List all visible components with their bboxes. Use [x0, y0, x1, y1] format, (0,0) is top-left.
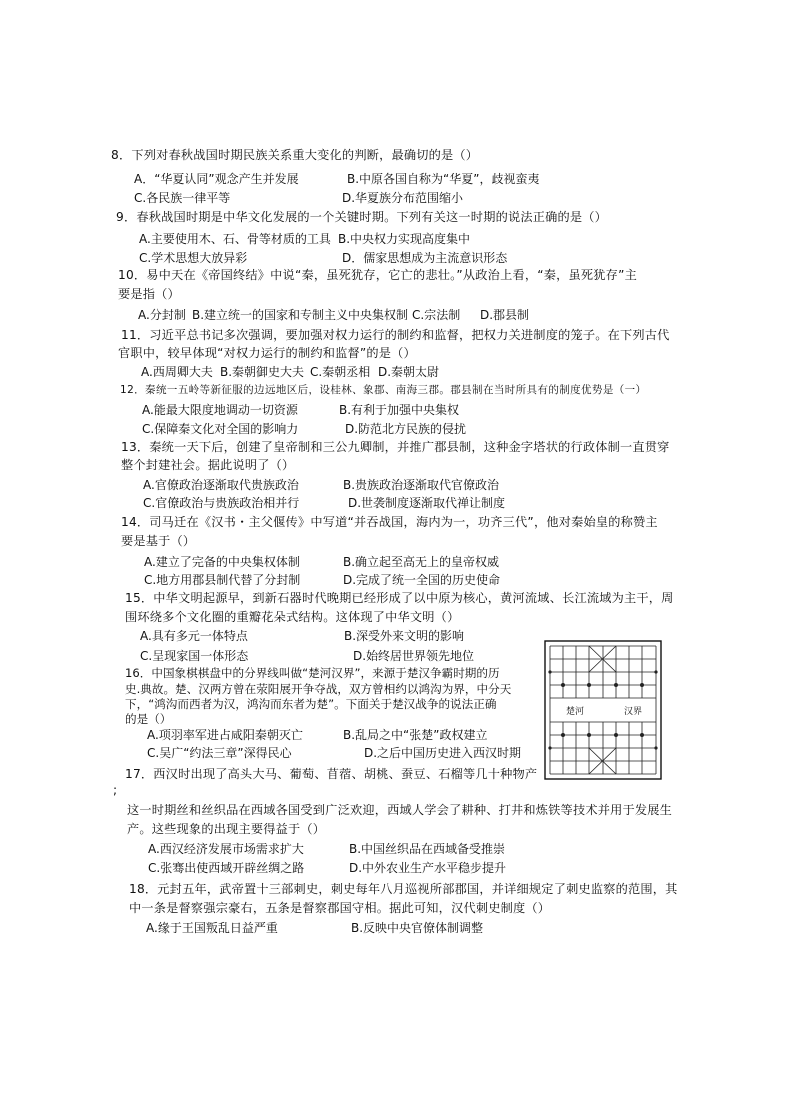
q15-stem-line1: 15．中华文明起源早，到新石器时代晚期已经形成了以中原为核心，黄河流域、长江流域为主干，周: [125, 591, 674, 605]
q17-stem-line1: 17．西汉时出现了高头大马、葡萄、苜蓿、胡桃、蚕豆、石榴等几十种物产: [125, 767, 538, 781]
q18-stem-line1: 18．元封五年，武帝置十三部刺史，刺史每年八月巡视所部郡国，并详细规定了刺史监察的范围，其: [129, 882, 678, 896]
q10-stem-line2: 要是指（）: [118, 287, 180, 301]
q13-stem-line1: 13．秦统一天下后，创建了皇帝制和三公九卿制，并推广郡县制，这种金字塔状的行政体制一直贯穿: [121, 440, 670, 454]
q13-option-b: B.贵族政治逐渐取代官僚政治: [343, 478, 500, 492]
q14-option-d: D.完成了统一全国的历史使命: [343, 573, 501, 587]
q17-option-c: C.张骞出使西域开辟丝绸之路: [148, 861, 305, 875]
q11-stem-line1: 11．习近平总书记多次强调，要加强对权力运行的制约和监督，把权力关进制度的笼子。在下列古代: [121, 328, 670, 342]
q16-option-b: B.乱局之中“张楚”政权建立: [343, 728, 488, 742]
q12-option-c: C.保障秦文化对全国的影响力: [142, 422, 299, 436]
q18-stem-line2: 中一条是督察强宗豪右，五条是督察郡国守相。据此可知，汉代刺史制度（）: [129, 901, 551, 915]
river-label-chu: 楚河: [566, 707, 585, 717]
q16-option-c: C.吴广“约法三章”深得民心: [147, 746, 292, 760]
q13-option-c: C.官僚政治与贵族政治相并行: [143, 496, 300, 510]
q12-stem: 12．秦统一五岭等新征服的边远地区后，设桂林、象郡、南海三郡。郡县制在当时所具有的制度优势是（一）: [120, 384, 647, 396]
q11-option-a: A.西周卿大夫: [141, 365, 213, 379]
q9-stem: 9．春秋战国时期是中华文化发展的一个关键时期。下列有关这一时期的说法正确的是（）: [116, 210, 608, 224]
q11-option-c: C.秦朝丞相: [310, 365, 371, 379]
q12-option-a: A.能最大限度地调动一切资源: [142, 403, 298, 417]
q15-stem-line2: 围环绕多个文化圈的重瓣花朵式结构。这体现了中华文明（）: [125, 610, 460, 624]
q10-option-d: D.郡县制: [480, 308, 530, 322]
q14-option-c: C.地方用郡县制代替了分封制: [144, 573, 301, 587]
q8-option-a: A．“华夏认同”观念产生并发展: [134, 172, 299, 186]
q17-stem-semicolon: ;: [113, 783, 118, 797]
q17-option-b: B.中国丝织品在西域备受推崇: [349, 842, 506, 856]
q9-option-a: A.主要使用木、石、骨等材质的工具: [139, 232, 331, 246]
q16-option-d: D.之后中国历史进入西汉时期: [364, 746, 522, 760]
q11-stem-line2: 官职中，较早体现“对权力运行的制约和监督”的是（）: [118, 346, 416, 360]
q14-stem-line2: 要是基于（）: [121, 534, 196, 548]
q16-option-a: A.项羽率军进占咸阳秦朝灭亡: [147, 728, 303, 742]
q8-option-d: D.华夏族分布范围缩小: [342, 191, 464, 205]
q17-stem-line3: 产。这些现象的出现主要得益于（）: [127, 822, 326, 836]
q16-stem-line2: 史.典故。楚、汉两方曾在荥阳展开争夺战，双方曾相约以鸿沟为界，中分天: [125, 682, 512, 696]
q16-stem-line3: 下，“鸿沟而西者为汉，鸿沟而东者为楚”。下面关于楚汉战争的说法正确: [125, 697, 497, 711]
q18-option-a: A.缘于王国叛乱日益严重: [146, 921, 278, 935]
q17-option-d: D.中外农业生产水平稳步提升: [349, 861, 507, 875]
q17-option-a: A.西汉经济发展市场需求扩大: [148, 842, 304, 856]
q13-option-d: D.世袭制度逐渐取代禅让制度: [348, 496, 506, 510]
q16-stem-line1: 16．中国象棋棋盘中的分界线叫做“楚河汉界”，来源于楚汉争霸时期的历: [125, 666, 500, 680]
q15-option-c: C.呈现家国一体形态: [140, 649, 249, 663]
q9-option-c: C.学术思想大放异彩: [139, 251, 248, 265]
q8-stem: 8．下列对春秋战国时期民族关系重大变化的判断，最确切的是（）: [111, 148, 479, 162]
q13-stem-line2: 整个封建社会。据此说明了（）: [121, 458, 295, 472]
q11-option-b: B.秦朝御史大夫: [220, 365, 305, 379]
q13-option-a: A.官僚政治逐渐取代贵族政治: [143, 478, 299, 492]
q16-stem-line4: 的是（）: [125, 712, 172, 726]
q15-option-a: A.具有多元一体特点: [140, 629, 248, 643]
chessboard-figure: [544, 640, 662, 780]
q15-option-b: B.深受外来文明的影响: [344, 629, 465, 643]
q10-option-c: C.宗法制: [412, 308, 461, 322]
q17-stem-line2: 这一时期丝和丝织品在西域各国受到广泛欢迎，西域人学会了耕种、打井和炼铁等技术并用于发展生: [127, 803, 673, 817]
q10-stem-line1: 10．易中天在《帝国终结》中说“秦，虽死犹存，它亡的悲壮。”从政治上看，“秦，虽死犹存”主: [118, 268, 637, 282]
q18-option-b: B.反映中央官僚体制调整: [351, 921, 484, 935]
q14-option-b: B.确立起至高无上的皇帝权威: [343, 555, 500, 569]
river-label-han: 汉界: [624, 707, 643, 717]
q10-option-a: A.分封制: [138, 308, 186, 322]
q8-option-b: B.中原各国自称为“华夏”，歧视蛮夷: [347, 172, 540, 186]
q8-option-c: C.各民族一律平等: [134, 191, 231, 205]
q12-option-b: B.有利于加强中央集权: [339, 403, 460, 417]
q9-option-d: D．儒家思想成为主流意识形态: [342, 251, 508, 265]
q9-option-b: B.中央权力实现高度集中: [338, 232, 471, 246]
q14-stem-line1: 14．司马迁在《汉书・主父偃传》中写道“并吞战国，海内为一，功齐三代”，他对秦始皇的称赞主: [121, 515, 658, 529]
q14-option-a: A.建立了完备的中央集权体制: [144, 555, 300, 569]
q15-option-d: D.始终居世界领先地位: [353, 649, 475, 663]
q12-option-d: D.防范北方民族的侵扰: [345, 422, 467, 436]
q10-option-b: B.建立统一的国家和专制主义中央集权制: [192, 308, 409, 322]
q11-option-d: D.秦朝太尉: [378, 365, 440, 379]
